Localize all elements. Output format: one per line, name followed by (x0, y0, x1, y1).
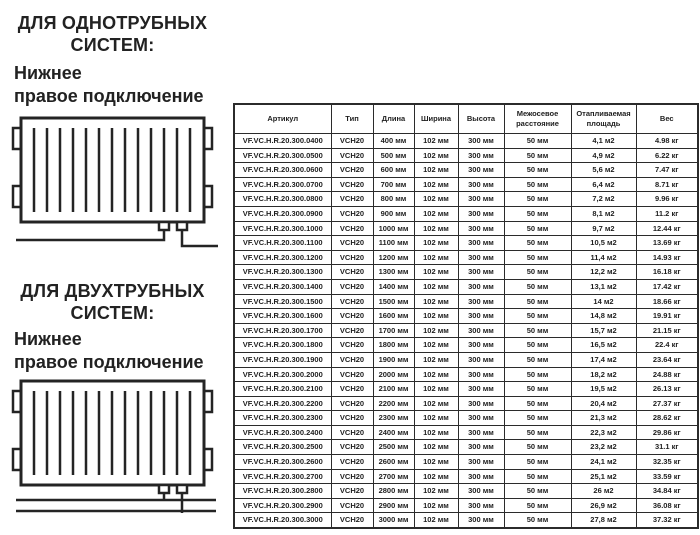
table-cell: VCH20 (331, 279, 373, 294)
table-cell: 102 мм (414, 338, 458, 353)
table-cell: 24,1 м2 (571, 455, 636, 470)
table-cell: 25,1 м2 (571, 469, 636, 484)
table-cell: 300 мм (458, 513, 504, 528)
table-cell: 102 мм (414, 498, 458, 513)
table-cell: 21,3 м2 (571, 411, 636, 426)
table-cell: 900 мм (373, 206, 414, 221)
table-cell: VCH20 (331, 498, 373, 513)
table-cell: 4,1 м2 (571, 134, 636, 149)
table-cell: VCH20 (331, 338, 373, 353)
column-header: Отапливаемая площадь (571, 104, 636, 134)
table-cell: 300 мм (458, 279, 504, 294)
table-cell: 50 мм (504, 279, 571, 294)
table-cell: 31.1 кг (636, 440, 698, 455)
table-cell: 14.93 кг (636, 250, 698, 265)
table-cell: VF.VC.H.R.20.300.3000 (234, 513, 331, 528)
table-cell: 600 мм (373, 163, 414, 178)
table-cell: 18,2 м2 (571, 367, 636, 382)
connection-line: правое подключение (14, 352, 204, 373)
table-cell: VF.VC.H.R.20.300.1800 (234, 338, 331, 353)
table-cell: VCH20 (331, 352, 373, 367)
heading-line: ДЛЯ ОДНОТРУБНЫХ (17, 13, 208, 33)
table-cell: 2300 мм (373, 411, 414, 426)
radiator-diagram-two-pipe (6, 376, 221, 523)
table-cell: 17.42 кг (636, 279, 698, 294)
table-row (234, 455, 698, 470)
table-cell: 102 мм (414, 396, 458, 411)
column-header: Вес (636, 104, 698, 134)
table-cell: 2200 мм (373, 396, 414, 411)
table-cell: 300 мм (458, 236, 504, 251)
table-cell: 102 мм (414, 279, 458, 294)
table-cell: VCH20 (331, 192, 373, 207)
table-cell: VF.VC.H.R.20.300.1200 (234, 250, 331, 265)
table-cell: VCH20 (331, 177, 373, 192)
table-cell: VF.VC.H.R.20.300.0400 (234, 134, 331, 149)
table-cell: 26,9 м2 (571, 498, 636, 513)
table-row (234, 411, 698, 426)
table-cell: 50 мм (504, 294, 571, 309)
table-row (234, 352, 698, 367)
connection-diagrams-column (0, 0, 230, 535)
table-cell: VCH20 (331, 250, 373, 265)
table-cell: 1900 мм (373, 352, 414, 367)
table-row (234, 177, 698, 192)
table-row (234, 206, 698, 221)
table-cell: 11,4 м2 (571, 250, 636, 265)
table-cell: 1200 мм (373, 250, 414, 265)
table-cell: 50 мм (504, 367, 571, 382)
table-row (234, 323, 698, 338)
table-cell: 300 мм (458, 192, 504, 207)
column-header: Высота (458, 104, 504, 134)
table-cell: 300 мм (458, 498, 504, 513)
table-cell: 300 мм (458, 148, 504, 163)
table-cell: 300 мм (458, 352, 504, 367)
table-cell: 9,7 м2 (571, 221, 636, 236)
two-pipe-section-heading (5, 281, 220, 325)
radiator-two-pipe-icon (6, 376, 221, 518)
single-pipe-section-heading (5, 13, 220, 57)
radiator-single-pipe-icon (6, 113, 221, 253)
table-cell: 1300 мм (373, 265, 414, 280)
table-cell: 300 мм (458, 367, 504, 382)
table-cell: VCH20 (331, 411, 373, 426)
table-row (234, 309, 698, 324)
table-cell: 22.4 кг (636, 338, 698, 353)
table-cell: 102 мм (414, 513, 458, 528)
table-cell: 102 мм (414, 192, 458, 207)
table-cell: VF.VC.H.R.20.300.2000 (234, 367, 331, 382)
table-row (234, 498, 698, 513)
table-cell: VCH20 (331, 265, 373, 280)
table-cell: 2900 мм (373, 498, 414, 513)
table-cell: 1800 мм (373, 338, 414, 353)
table-cell: 50 мм (504, 192, 571, 207)
table-cell: VCH20 (331, 469, 373, 484)
table-cell: 102 мм (414, 134, 458, 149)
table-cell: 300 мм (458, 206, 504, 221)
table-cell: 102 мм (414, 163, 458, 178)
table-cell: 13,1 м2 (571, 279, 636, 294)
table-cell: VF.VC.H.R.20.300.2100 (234, 382, 331, 397)
table-cell: VCH20 (331, 382, 373, 397)
table-row (234, 367, 698, 382)
table-row (234, 236, 698, 251)
table-cell: 1600 мм (373, 309, 414, 324)
column-header: Тип (331, 104, 373, 134)
table-cell: 10,5 м2 (571, 236, 636, 251)
table-cell: 16,5 м2 (571, 338, 636, 353)
table-cell: 16.18 кг (636, 265, 698, 280)
radiator-diagram-single-pipe (6, 113, 221, 258)
table-cell: 14 м2 (571, 294, 636, 309)
table-cell: 102 мм (414, 148, 458, 163)
table-cell: 300 мм (458, 484, 504, 499)
table-cell: VF.VC.H.R.20.300.2900 (234, 498, 331, 513)
table-cell: VCH20 (331, 440, 373, 455)
table-cell: VCH20 (331, 294, 373, 309)
table-cell: 102 мм (414, 352, 458, 367)
table-cell: VF.VC.H.R.20.300.1900 (234, 352, 331, 367)
table-cell: 1400 мм (373, 279, 414, 294)
table-cell: 7.47 кг (636, 163, 698, 178)
table-cell: 50 мм (504, 484, 571, 499)
heading-line: ДЛЯ ДВУХТРУБНЫХ (20, 281, 205, 301)
table-cell: 2100 мм (373, 382, 414, 397)
table-row (234, 265, 698, 280)
table-cell: 28.62 кг (636, 411, 698, 426)
table-cell: VCH20 (331, 367, 373, 382)
table-cell: 2400 мм (373, 425, 414, 440)
table-cell: 102 мм (414, 382, 458, 397)
table-row (234, 192, 698, 207)
table-cell: 50 мм (504, 396, 571, 411)
table-cell: VF.VC.H.R.20.300.1700 (234, 323, 331, 338)
table-cell: 8.71 кг (636, 177, 698, 192)
table-cell: 13.69 кг (636, 236, 698, 251)
table-cell: 50 мм (504, 206, 571, 221)
table-cell: VF.VC.H.R.20.300.0800 (234, 192, 331, 207)
table-cell: 102 мм (414, 411, 458, 426)
table-cell: 400 мм (373, 134, 414, 149)
table-cell: 50 мм (504, 148, 571, 163)
table-cell: 102 мм (414, 309, 458, 324)
header-row (234, 104, 698, 134)
table-cell: 27,8 м2 (571, 513, 636, 528)
table-cell: 50 мм (504, 455, 571, 470)
table-cell: 102 мм (414, 455, 458, 470)
table-cell: 23,2 м2 (571, 440, 636, 455)
table-cell: 2700 мм (373, 469, 414, 484)
table-cell: 300 мм (458, 177, 504, 192)
table-cell: 800 мм (373, 192, 414, 207)
table-cell: 27.37 кг (636, 396, 698, 411)
table-cell: 12,2 м2 (571, 265, 636, 280)
table-cell: 19.91 кг (636, 309, 698, 324)
table-cell: 50 мм (504, 382, 571, 397)
table-cell: 50 мм (504, 236, 571, 251)
table-cell: VF.VC.H.R.20.300.1600 (234, 309, 331, 324)
table-cell: 26 м2 (571, 484, 636, 499)
table-cell: 300 мм (458, 309, 504, 324)
table-cell: 50 мм (504, 513, 571, 528)
table-row (234, 513, 698, 528)
table-cell: 12.44 кг (636, 221, 698, 236)
column-header: Межосевое расстояние (504, 104, 571, 134)
table-cell: VCH20 (331, 206, 373, 221)
table-cell: 1500 мм (373, 294, 414, 309)
table-row (234, 469, 698, 484)
table-cell: VCH20 (331, 513, 373, 528)
table-cell: 15,7 м2 (571, 323, 636, 338)
table-row (234, 294, 698, 309)
heading-line: СИСТЕМ: (70, 302, 155, 323)
table-cell: VF.VC.H.R.20.300.0500 (234, 148, 331, 163)
table-cell: 33.59 кг (636, 469, 698, 484)
table-cell: 9.96 кг (636, 192, 698, 207)
table-cell: VCH20 (331, 148, 373, 163)
table-cell: 26.13 кг (636, 382, 698, 397)
table-row (234, 134, 698, 149)
table-row (234, 163, 698, 178)
table-cell: 5,6 м2 (571, 163, 636, 178)
table-row (234, 148, 698, 163)
table-cell: 300 мм (458, 294, 504, 309)
table-cell: 14,8 м2 (571, 309, 636, 324)
table-cell: 300 мм (458, 455, 504, 470)
table-row (234, 279, 698, 294)
table-cell: 50 мм (504, 250, 571, 265)
table-cell: 1000 мм (373, 221, 414, 236)
table-cell: 24.88 кг (636, 367, 698, 382)
table-cell: 500 мм (373, 148, 414, 163)
table-cell: 102 мм (414, 236, 458, 251)
table-cell: 102 мм (414, 250, 458, 265)
table-cell: 102 мм (414, 294, 458, 309)
table-cell: 50 мм (504, 134, 571, 149)
table-cell: 6.22 кг (636, 148, 698, 163)
table-cell: 17,4 м2 (571, 352, 636, 367)
table-cell: 7,2 м2 (571, 192, 636, 207)
spec-table (233, 103, 699, 529)
table-cell: 2800 мм (373, 484, 414, 499)
table-cell: 102 мм (414, 323, 458, 338)
table-cell: VF.VC.H.R.20.300.1400 (234, 279, 331, 294)
table-cell: 300 мм (458, 221, 504, 236)
connection-line: Нижнее (14, 329, 82, 349)
table-cell: 300 мм (458, 338, 504, 353)
single-pipe-connection-label (14, 62, 224, 109)
table-cell: 20,4 м2 (571, 396, 636, 411)
table-cell: VCH20 (331, 396, 373, 411)
table-cell: 50 мм (504, 338, 571, 353)
table-cell: 50 мм (504, 221, 571, 236)
table-cell: VF.VC.H.R.20.300.0900 (234, 206, 331, 221)
table-cell: 11.2 кг (636, 206, 698, 221)
table-cell: VF.VC.H.R.20.300.1300 (234, 265, 331, 280)
table-row (234, 382, 698, 397)
table-cell: 2000 мм (373, 367, 414, 382)
table-cell: VF.VC.H.R.20.300.2300 (234, 411, 331, 426)
table-cell: 102 мм (414, 265, 458, 280)
spec-table-container (233, 103, 697, 529)
table-cell: 2600 мм (373, 455, 414, 470)
column-header: Ширина (414, 104, 458, 134)
table-cell: 300 мм (458, 265, 504, 280)
table-cell: 3000 мм (373, 513, 414, 528)
table-cell: VF.VC.H.R.20.300.2500 (234, 440, 331, 455)
table-cell: VF.VC.H.R.20.300.0700 (234, 177, 331, 192)
table-cell: 22,3 м2 (571, 425, 636, 440)
table-cell: 4.98 кг (636, 134, 698, 149)
table-cell: 50 мм (504, 498, 571, 513)
table-cell: 18.66 кг (636, 294, 698, 309)
table-cell: VCH20 (331, 455, 373, 470)
table-cell: 300 мм (458, 134, 504, 149)
table-cell: 50 мм (504, 177, 571, 192)
table-cell: 700 мм (373, 177, 414, 192)
table-cell: 1700 мм (373, 323, 414, 338)
table-cell: 50 мм (504, 323, 571, 338)
two-pipe-connection-label (14, 328, 224, 375)
table-cell: VCH20 (331, 309, 373, 324)
table-cell: 300 мм (458, 323, 504, 338)
table-cell: VCH20 (331, 221, 373, 236)
table-cell: 50 мм (504, 440, 571, 455)
table-cell: 34.84 кг (636, 484, 698, 499)
table-cell: 300 мм (458, 382, 504, 397)
table-row (234, 221, 698, 236)
table-cell: 50 мм (504, 352, 571, 367)
table-row (234, 250, 698, 265)
table-cell: 37.32 кг (636, 513, 698, 528)
table-cell: 300 мм (458, 469, 504, 484)
table-cell: VF.VC.H.R.20.300.2700 (234, 469, 331, 484)
table-cell: 50 мм (504, 265, 571, 280)
connection-line: Нижнее (14, 63, 82, 83)
table-cell: VF.VC.H.R.20.300.2600 (234, 455, 331, 470)
table-cell: 300 мм (458, 440, 504, 455)
heading-line: СИСТЕМ: (70, 34, 155, 55)
table-cell: VF.VC.H.R.20.300.1000 (234, 221, 331, 236)
table-cell: 6,4 м2 (571, 177, 636, 192)
table-cell: 102 мм (414, 177, 458, 192)
table-cell: 300 мм (458, 396, 504, 411)
table-cell: VF.VC.H.R.20.300.1500 (234, 294, 331, 309)
table-cell: VCH20 (331, 323, 373, 338)
table-cell: 102 мм (414, 206, 458, 221)
table-cell: 102 мм (414, 484, 458, 499)
table-cell: VF.VC.H.R.20.300.1100 (234, 236, 331, 251)
table-cell: 300 мм (458, 250, 504, 265)
table-cell: 300 мм (458, 163, 504, 178)
table-cell: 2500 мм (373, 440, 414, 455)
table-cell: 23.64 кг (636, 352, 698, 367)
table-cell: 4,9 м2 (571, 148, 636, 163)
table-cell: 21.15 кг (636, 323, 698, 338)
table-cell: 102 мм (414, 440, 458, 455)
table-cell: VF.VC.H.R.20.300.2400 (234, 425, 331, 440)
table-cell: 29.86 кг (636, 425, 698, 440)
table-cell: 8,1 м2 (571, 206, 636, 221)
table-cell: 36.08 кг (636, 498, 698, 513)
table-cell: VCH20 (331, 236, 373, 251)
table-cell: 1100 мм (373, 236, 414, 251)
table-cell: 300 мм (458, 425, 504, 440)
table-row (234, 338, 698, 353)
table-cell: VCH20 (331, 425, 373, 440)
table-cell: VF.VC.H.R.20.300.2800 (234, 484, 331, 499)
table-cell: 50 мм (504, 469, 571, 484)
table-cell: 50 мм (504, 309, 571, 324)
table-cell: 102 мм (414, 367, 458, 382)
table-row (234, 440, 698, 455)
table-row (234, 396, 698, 411)
connection-line: правое подключение (14, 86, 204, 107)
table-cell: VF.VC.H.R.20.300.0600 (234, 163, 331, 178)
table-cell: 50 мм (504, 163, 571, 178)
table-cell: 32.35 кг (636, 455, 698, 470)
column-header: Длина (373, 104, 414, 134)
table-cell: VF.VC.H.R.20.300.2200 (234, 396, 331, 411)
table-cell: VCH20 (331, 134, 373, 149)
spec-table-body (234, 134, 698, 529)
table-cell: 19,5 м2 (571, 382, 636, 397)
table-cell: 50 мм (504, 425, 571, 440)
table-cell: 300 мм (458, 411, 504, 426)
table-row (234, 484, 698, 499)
table-cell: 50 мм (504, 411, 571, 426)
table-cell: 102 мм (414, 425, 458, 440)
spec-table-head (234, 104, 698, 134)
table-cell: VCH20 (331, 163, 373, 178)
table-cell: VCH20 (331, 484, 373, 499)
table-row (234, 425, 698, 440)
table-cell: 102 мм (414, 469, 458, 484)
column-header: Артикул (234, 104, 331, 134)
table-cell: 102 мм (414, 221, 458, 236)
